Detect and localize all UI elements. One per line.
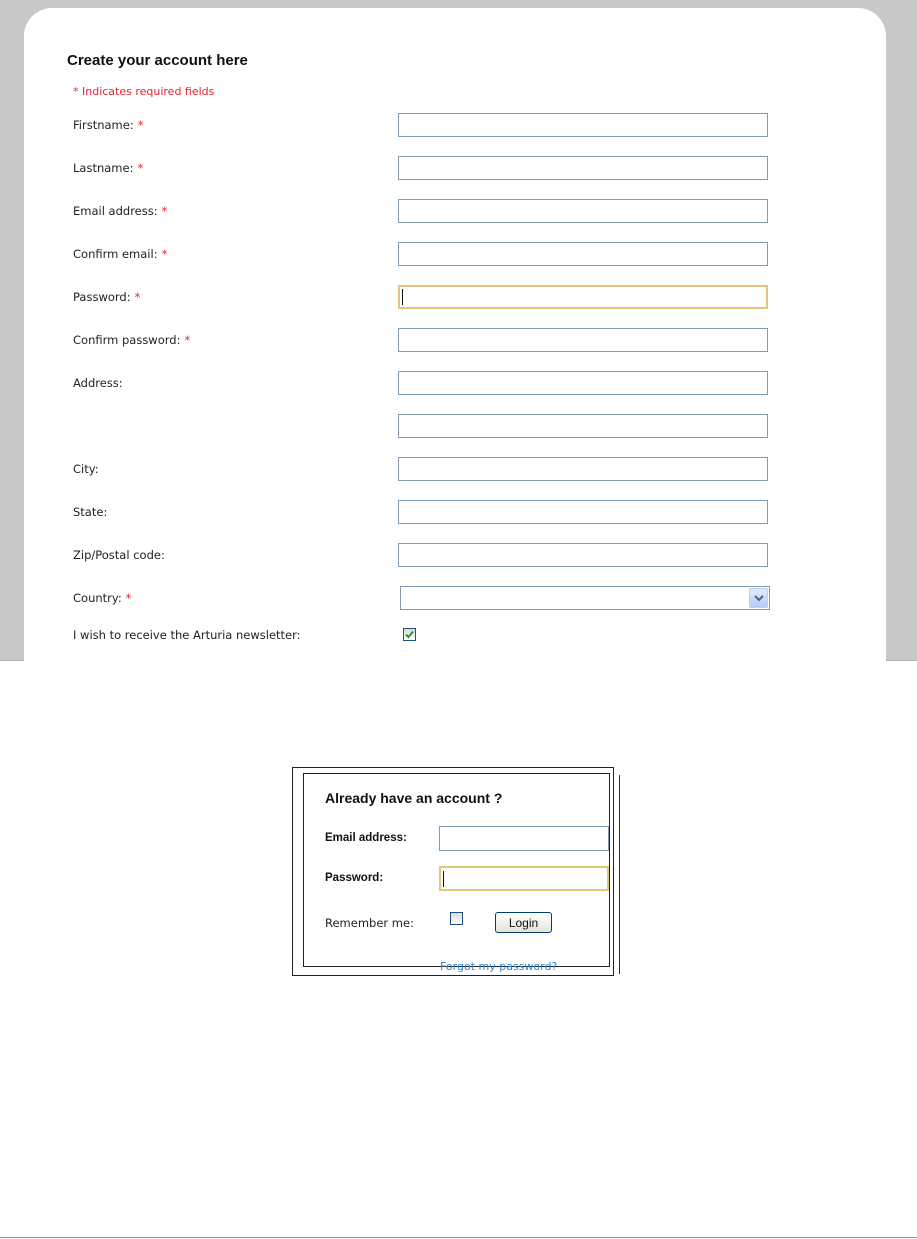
- remember-me-checkbox[interactable]: [450, 912, 463, 925]
- text-caret: [443, 871, 444, 887]
- lastname-label: Lastname: *: [73, 161, 144, 175]
- state-row: [24, 500, 886, 530]
- newsletter-row: [24, 626, 886, 656]
- zip-row: [24, 543, 886, 573]
- address-line2-input[interactable]: [398, 414, 768, 438]
- required-marker: *: [137, 161, 144, 175]
- newsletter-label: I wish to receive the Arturia newsletter:: [73, 628, 301, 642]
- firstname-label: Firstname: *: [73, 118, 144, 132]
- state-input[interactable]: [398, 500, 768, 524]
- required-marker: *: [161, 247, 168, 261]
- password-input[interactable]: [398, 285, 768, 309]
- required-marker: *: [125, 591, 132, 605]
- address-label: Address:: [73, 376, 123, 390]
- firstname-row: [24, 113, 886, 143]
- email-label: Email address: *: [73, 204, 168, 218]
- login-email-label: Email address:: [325, 832, 407, 844]
- login-title: Already have an account ?: [325, 790, 503, 806]
- text-caret: [402, 289, 403, 305]
- zip-input[interactable]: [398, 543, 768, 567]
- confirm-email-row: [24, 242, 886, 272]
- registration-card: [24, 8, 886, 668]
- forgot-password-link[interactable]: Forgot my password?: [440, 960, 558, 973]
- login-box: [292, 767, 622, 976]
- city-input[interactable]: [398, 457, 768, 481]
- confirm-password-label: Confirm password: *: [73, 333, 191, 347]
- checkmark-icon: [405, 630, 414, 639]
- required-marker: *: [161, 204, 168, 218]
- login-password-input[interactable]: [439, 866, 609, 891]
- address-line2-row: [24, 414, 886, 444]
- required-marker: *: [137, 118, 144, 132]
- login-button[interactable]: Login: [495, 912, 552, 933]
- city-row: [24, 457, 886, 487]
- state-label: State:: [73, 505, 108, 519]
- email-row: [24, 199, 886, 229]
- login-inner-frame: [303, 773, 610, 973]
- login-email-input[interactable]: [439, 826, 609, 851]
- dropdown-arrow-button[interactable]: [749, 588, 768, 608]
- required-fields-note: * Indicates required fields: [73, 85, 215, 98]
- chevron-down-icon: [754, 595, 764, 603]
- firstname-input[interactable]: [398, 113, 768, 137]
- country-label: Country: *: [73, 591, 132, 605]
- lastname-row: [24, 156, 886, 186]
- confirm-password-row: [24, 328, 886, 358]
- registration-title: Create your account here: [67, 52, 248, 69]
- zip-label: Zip/Postal code:: [73, 548, 165, 562]
- login-frame-shadow: [619, 775, 620, 974]
- required-marker: *: [134, 290, 141, 304]
- password-label: Password: *: [73, 290, 141, 304]
- remember-me-label: Remember me:: [325, 916, 414, 930]
- confirm-email-label: Confirm email: *: [73, 247, 168, 261]
- footer-divider: [0, 1237, 917, 1238]
- city-label: City:: [73, 462, 99, 476]
- address-row: [24, 371, 886, 401]
- password-row: [24, 285, 886, 315]
- country-row: [24, 586, 886, 616]
- address-line1-input[interactable]: [398, 371, 768, 395]
- email-input[interactable]: [398, 199, 768, 223]
- confirm-password-input[interactable]: [398, 328, 768, 352]
- login-password-label: Password:: [325, 872, 384, 884]
- newsletter-checkbox[interactable]: [403, 628, 416, 641]
- required-marker: *: [184, 333, 191, 347]
- country-select[interactable]: [400, 586, 770, 610]
- confirm-email-input[interactable]: [398, 242, 768, 266]
- lastname-input[interactable]: [398, 156, 768, 180]
